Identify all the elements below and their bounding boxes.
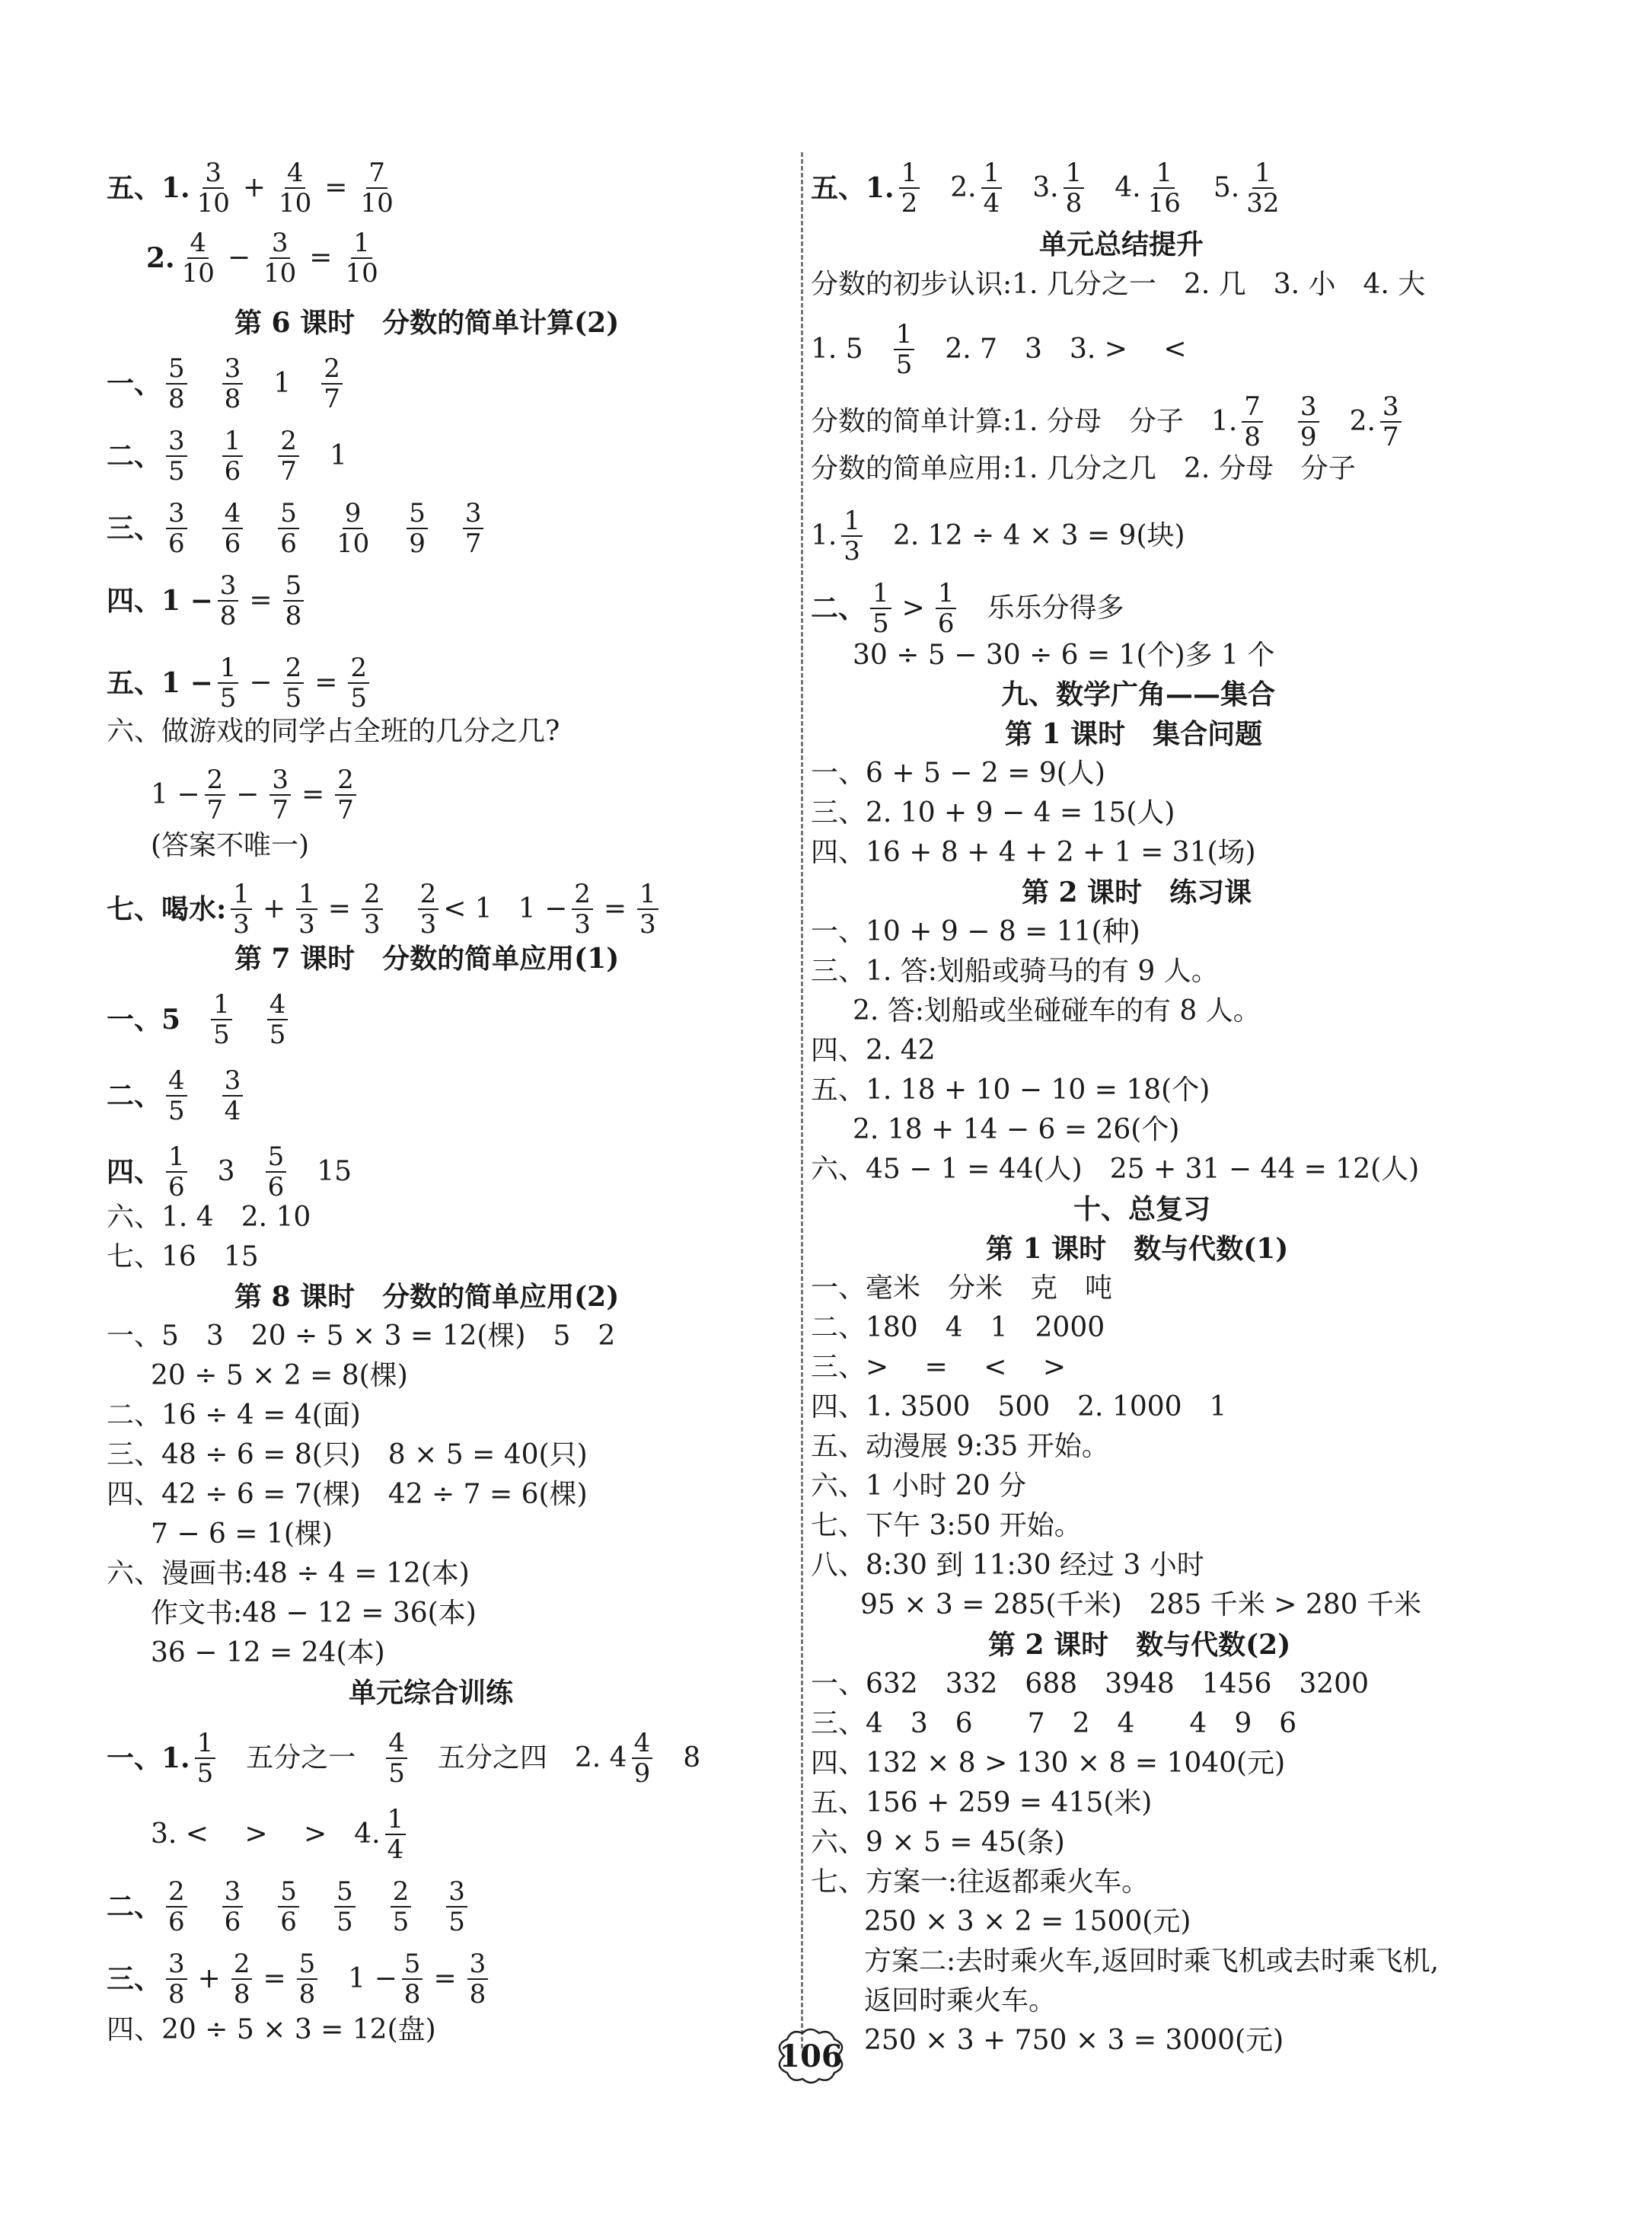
answer-line: 一、632 332 688 3948 1456 3200 [811, 1668, 1369, 1700]
comparison: < 1 [443, 893, 493, 924]
section-heading: 第 1 课时 集合问题 [1005, 718, 1263, 750]
answer-value: 2. 7 3 3. > < [945, 334, 1187, 365]
fraction: $\frac{4}{6}$ [222, 499, 244, 558]
answer-line: 七、16 15 [107, 1241, 259, 1272]
answer-line: 36 − 12 = 24(本) [151, 1637, 385, 1668]
answer-line [107, 571, 308, 631]
fraction: $\frac{1}{10}$ [345, 228, 378, 289]
answer-line: 三、48 ÷ 6 = 8(只) 8 × 5 = 40(只) [107, 1439, 588, 1470]
answer-line: 五、156 + 259 = 415(米) [811, 1787, 1153, 1818]
fraction: $\frac{4}{10}$ [279, 158, 312, 219]
fraction: $\frac{2}{3}$ [362, 880, 383, 939]
item-label: 五、1. [107, 172, 190, 204]
answer-line [107, 1949, 493, 2009]
answer-value: 五分之四 2. 4 [437, 1742, 627, 1773]
answer-line [107, 1729, 700, 1788]
answer-line: 250 × 3 + 750 × 3 = 3000(元) [864, 2025, 1284, 2056]
answer-line: 一、10 + 9 − 8 = 11(种) [811, 916, 1140, 947]
answer-line: 六、9 × 5 = 45(条) [811, 1827, 1065, 1858]
fraction: $\frac{4}{9}$ [632, 1729, 653, 1788]
fraction: $\frac{2}{5}$ [391, 1877, 412, 1936]
fraction: $\frac{1}{6}$ [936, 579, 957, 638]
section-heading: 第 2 课时 练习课 [1022, 876, 1252, 908]
fraction: $\frac{2}{8}$ [231, 1949, 253, 2009]
answer-line: 二、16 ÷ 4 = 4(面) [107, 1400, 361, 1431]
page-number-badge [769, 2026, 853, 2086]
answer-value: 15 [317, 1156, 352, 1187]
fraction: $\frac{1}{5}$ [894, 320, 915, 379]
answer-line [107, 354, 347, 413]
fraction: $\frac{2}{7}$ [278, 426, 299, 486]
fraction: $\frac{3}{5}$ [446, 1877, 467, 1936]
section-heading: 第 8 课时 分数的简单应用(2) [234, 1281, 620, 1313]
answer-line: 二、180 4 1 2000 [811, 1312, 1105, 1343]
operator: > [901, 592, 925, 624]
fraction: $\frac{5}{6}$ [266, 1142, 287, 1202]
answer-value: 1 [329, 440, 347, 471]
answer-line: 六、做游戏的同学占全班的几分之几? [107, 716, 560, 747]
answer-line [811, 158, 1286, 218]
fraction: $\frac{4}{5}$ [267, 990, 289, 1049]
answer-line: 一、6 + 5 − 2 = 9(人) [811, 758, 1105, 789]
answer-line [107, 1142, 352, 1202]
item-label: 二、 [811, 592, 866, 624]
operator: = [433, 1963, 457, 1994]
answer-line: 三、1. 答:划船或骑马的有 9 人。 [811, 956, 1219, 987]
operator: = [603, 893, 627, 924]
answer-line [151, 765, 361, 825]
fraction: $\frac{1}{3}$ [841, 506, 863, 566]
answer-line [107, 880, 663, 939]
section-heading: 单元总结提升 [1039, 228, 1204, 260]
answer-line: 四、2. 42 [811, 1035, 936, 1066]
answer-line: 七、方案一:往返都乘火车。 [811, 1866, 1150, 1898]
answer-line: 七、下午 3:50 开始。 [811, 1510, 1082, 1541]
item-label: 三、 [107, 512, 162, 544]
answer-line [151, 1805, 410, 1864]
fraction: $\frac{2}{7}$ [335, 765, 356, 825]
fraction: $\frac{3}{5}$ [166, 426, 187, 486]
fraction: $\frac{4}{5}$ [386, 1729, 407, 1788]
answer-line: 八、8:30 到 11:30 经过 3 小时 [811, 1550, 1204, 1581]
fraction: $\frac{2}{5}$ [348, 653, 369, 713]
answer-line: 四、16 + 8 + 4 + 2 + 1 = 31(场) [811, 837, 1256, 868]
answer-value: 五分之一 [246, 1742, 356, 1773]
answer-value: 3 [217, 1156, 235, 1187]
item-label: 2. [146, 242, 175, 274]
fraction: $\frac{1}{5}$ [870, 579, 891, 638]
item-label: 五、1. [811, 172, 895, 204]
answer-line [811, 320, 1187, 379]
page-number: 106 [779, 2038, 843, 2074]
answer-line [811, 579, 1124, 638]
answer-line: 四、1. 3500 500 2. 1000 1 [811, 1391, 1227, 1422]
expression-start: 1 − [518, 893, 568, 924]
answer-line: 六、1 小时 20 分 [811, 1470, 1027, 1502]
fraction: $\frac{5}{8}$ [402, 1949, 423, 2009]
item-label: 二、 [107, 440, 162, 472]
answer-line [811, 506, 1185, 566]
answer-line [107, 1066, 247, 1125]
fraction: $\frac{1}{6}$ [222, 426, 244, 486]
operator: − [227, 242, 251, 273]
answer-line: 2. 答:划船或坐碰碰车的有 8 人。 [853, 995, 1261, 1026]
item-label: 四、1 − [107, 585, 213, 617]
answer-value: 1 [273, 368, 292, 399]
section-heading: 第 1 课时 数与代数(1) [986, 1233, 1289, 1265]
answer-line: 20 ÷ 5 × 2 = 8(棵) [151, 1360, 408, 1391]
section-heading: 第 6 课时 分数的简单计算(2) [234, 307, 620, 339]
answer-note: (答案不唯一) [151, 830, 310, 861]
fraction: $\frac{3}{10}$ [196, 158, 230, 219]
answer-line: 四、132 × 8 > 130 × 8 = 1040(元) [811, 1748, 1286, 1779]
answer-line: 五、1. 18 + 10 − 10 = 18(个) [811, 1074, 1210, 1106]
answer-line: 250 × 3 × 2 = 1500(元) [864, 1906, 1191, 1937]
fraction: $\frac{3}{10}$ [263, 228, 297, 289]
fraction: $\frac{3}{8}$ [166, 1949, 187, 2009]
answer-value: 3. < > > 4. [151, 1818, 381, 1850]
operator: + [242, 172, 266, 203]
fraction: $\frac{1}{32}$ [1246, 158, 1280, 219]
answer-line: 四、42 ÷ 6 = 7(棵) 42 ÷ 7 = 6(棵) [107, 1479, 588, 1510]
fraction: $\frac{1}{3}$ [637, 880, 659, 939]
item-label: 三、 [107, 1963, 162, 1995]
item-label: 1. [811, 520, 837, 551]
operator: + [197, 1963, 221, 1994]
fraction: $\frac{2}{6}$ [166, 1877, 187, 1936]
expression-start: 1 − [151, 779, 200, 810]
answer-value: 2. 12 ÷ 4 × 3 = 9(块) [893, 520, 1185, 551]
fraction: $\frac{5}{5}$ [334, 1877, 356, 1936]
answer-line [107, 1877, 472, 1936]
fraction: $\frac{5}{8}$ [297, 1949, 318, 2009]
operator: − [236, 779, 260, 810]
item-label: 2. [1349, 406, 1376, 437]
operator: = [301, 779, 325, 810]
operator: = [263, 1963, 286, 1994]
fraction: $\frac{5}{6}$ [278, 1877, 299, 1936]
answer-line [107, 158, 400, 218]
answer-line: 五、动漫展 9:35 开始。 [811, 1431, 1109, 1462]
fraction: $\frac{2}{7}$ [205, 765, 226, 825]
operator: = [327, 893, 351, 924]
answer-line: 95 × 3 = 285(千米) 285 千米 > 280 千米 [860, 1589, 1421, 1620]
item-label: 五、1 − [107, 667, 213, 699]
answer-line: 三、2. 10 + 9 − 4 = 15(人) [811, 797, 1175, 828]
operator: + [262, 893, 286, 924]
item-label: 3. [1032, 172, 1059, 203]
item-label: 一、 [107, 368, 162, 400]
fraction: $\frac{1}{4}$ [385, 1805, 407, 1864]
answer-line [107, 426, 347, 486]
answer-line: 分数的简单应用:1. 几分之几 2. 分母 分子 [811, 453, 1356, 484]
answer-line: 分数的初步认识:1. 几分之一 2. 几 3. 小 4. 大 [811, 269, 1426, 300]
fraction: $\frac{3}{8}$ [467, 1949, 489, 2009]
answer-line [107, 990, 292, 1049]
answer-line: 一、5 3 20 ÷ 5 × 3 = 12(棵) 5 2 [107, 1320, 616, 1352]
answer-line: 方案二:去时乘火车,返回时乘飞机或去时乘飞机, [864, 1946, 1440, 1977]
answer-line: 四、20 ÷ 5 × 3 = 12(盘) [107, 2014, 436, 2045]
answer-line: 三、4 3 6 7 2 4 4 9 6 [811, 1708, 1297, 1739]
section-heading: 第 2 课时 数与代数(2) [988, 1629, 1291, 1661]
fraction: $\frac{2}{3}$ [418, 880, 439, 939]
fraction: $\frac{4}{5}$ [166, 1066, 187, 1125]
answer-value: 1. 5 [811, 334, 863, 365]
answer-line [146, 228, 385, 288]
fraction: $\frac{5}{9}$ [407, 499, 428, 558]
answer-line [811, 392, 1406, 452]
answer-value: 8 [683, 1742, 701, 1773]
answer-line: 返回时乘火车。 [864, 1985, 1057, 2016]
fraction: $\frac{5}{8}$ [166, 354, 187, 413]
answer-line: 7 − 6 = 1(棵) [151, 1518, 333, 1550]
answer-line: 六、45 − 1 = 44(人) 25 + 31 − 44 = 12(人) [811, 1154, 1420, 1185]
fraction: $\frac{1}{6}$ [166, 1142, 187, 1202]
fraction: $\frac{1}{5}$ [218, 653, 239, 713]
fraction: $\frac{2}{3}$ [572, 880, 593, 939]
answer-value: 乐乐分得多 [987, 592, 1124, 624]
fraction: $\frac{1}{4}$ [981, 158, 1003, 218]
operator: = [309, 242, 333, 273]
fraction: $\frac{7}{8}$ [1242, 392, 1263, 452]
fraction: $\frac{3}{8}$ [222, 354, 244, 413]
fraction: $\frac{1}{5}$ [211, 990, 232, 1049]
fraction: $\frac{9}{10}$ [336, 498, 370, 559]
item-label: 4. [1115, 172, 1141, 203]
fraction: $\frac{3}{4}$ [222, 1066, 244, 1125]
answer-line: 三、> = < > [811, 1352, 1066, 1383]
operator: = [324, 172, 348, 203]
section-heading: 十、总复习 [1073, 1193, 1211, 1225]
fraction: $\frac{3}{7}$ [463, 499, 484, 558]
item-label: 四、 [107, 1156, 162, 1188]
item-label: 5. [1213, 172, 1240, 203]
fraction: $\frac{5}{8}$ [283, 571, 305, 631]
answer-line: 六、漫画书:48 ÷ 4 = 12(本) [107, 1558, 470, 1589]
section-heading: 第 7 课时 分数的简单应用(1) [234, 943, 620, 975]
operator: = [314, 667, 338, 698]
fraction: $\frac{1}{16}$ [1147, 158, 1181, 219]
section-heading: 单元综合训练 [349, 1677, 514, 1709]
answer-line: 作文书:48 − 12 = 36(本) [151, 1598, 477, 1629]
fraction: $\frac{1}{5}$ [195, 1729, 216, 1788]
fraction: $\frac{1}{2}$ [899, 158, 920, 218]
operator: − [249, 667, 273, 698]
fraction: $\frac{5}{6}$ [278, 499, 299, 558]
section-heading: 九、数学广角——集合 [1001, 678, 1276, 710]
answer-line [107, 499, 488, 558]
item-label: 一、1. [107, 1742, 190, 1774]
fraction: $\frac{7}{10}$ [360, 158, 394, 219]
fraction: $\frac{1}{8}$ [1064, 158, 1085, 218]
fraction: $\frac{3}{7}$ [269, 765, 291, 825]
fraction: $\frac{1}{3}$ [231, 880, 252, 939]
fraction: $\frac{3}{6}$ [222, 1877, 244, 1936]
answer-line: 六、1. 4 2. 10 [107, 1202, 311, 1233]
fraction: $\frac{3}{7}$ [1380, 392, 1402, 452]
item-label: 二、 [107, 1080, 162, 1112]
item-label: 2. [950, 172, 977, 203]
fraction: $\frac{4}{10}$ [181, 228, 215, 289]
fraction: $\frac{1}{3}$ [296, 880, 317, 939]
fraction: $\frac{3}{8}$ [218, 571, 239, 631]
item-label: 七、喝水: [107, 893, 227, 925]
answer-line: 30 ÷ 5 − 30 ÷ 6 = 1(个)多 1 个 [853, 640, 1275, 671]
operator: = [249, 585, 273, 616]
item-label: 一、5 [107, 1004, 181, 1036]
fraction: $\frac{3}{6}$ [166, 499, 187, 558]
expression-start: 1 − [348, 1963, 397, 1994]
fraction: $\frac{3}{9}$ [1298, 392, 1319, 452]
answer-value: 分数的简单计算:1. 分母 分子 1. [811, 406, 1238, 437]
item-label: 二、 [107, 1891, 162, 1923]
answer-line [107, 653, 374, 713]
fraction: $\frac{2}{5}$ [283, 653, 305, 713]
fraction: $\frac{2}{7}$ [321, 354, 343, 413]
column-divider [801, 152, 803, 2048]
answer-line: 一、毫米 分米 克 吨 [811, 1272, 1113, 1304]
answer-line: 2. 18 + 14 − 6 = 26(个) [853, 1114, 1180, 1145]
